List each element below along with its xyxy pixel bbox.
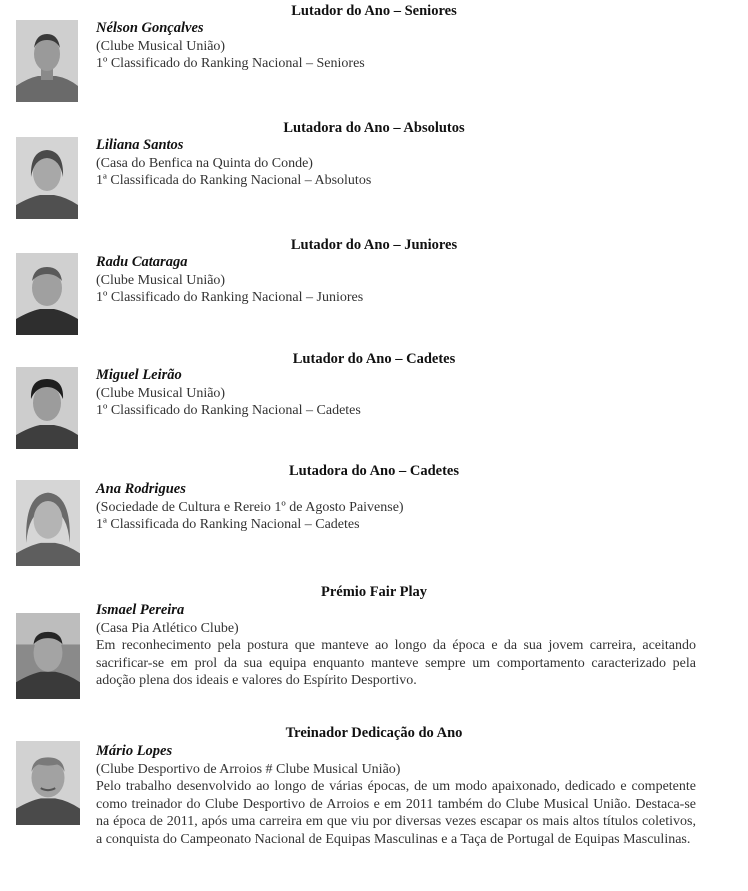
ranking-text: 1º Classificado do Ranking Nacional – Seniores [96,56,365,71]
athlete-name: Miguel Leirão [96,367,182,383]
athlete-name: Radu Cataraga [96,254,188,270]
award-title-cadetes-female: Lutadora do Ano – Cadetes [289,463,459,479]
athlete-name: Liliana Santos [96,137,184,153]
club-name: (Clube Musical União) [96,272,226,288]
athlete-name: Nélson Gonçalves [96,20,204,36]
award-description: Em reconhecimento pela postura que manteve ao longo da época e da sua jovem carreira, aceitando sacrificar-se em prol da sua equipa enquanto manteve sempre um comportamento caracterizado pela adoção plena dos ideais e valores do Espírito Desportivo. [96,638,696,688]
club-name: (Casa do Benfica na Quinta do Conde) [96,155,313,171]
portrait-photo-mario-lopes [16,741,80,825]
coach-name: Mário Lopes [96,743,173,759]
award-title-absolutos: Lutadora do Ano – Absolutos [283,120,465,136]
ranking-text: 1ª Classificada do Ranking Nacional – Absolutos [96,173,372,188]
award-title-seniores: Lutador do Ano – Seniores [291,3,457,19]
portrait-photo-radu-cataraga [16,253,78,335]
ranking-text: 1º Classificado do Ranking Nacional – Cadetes [96,403,361,418]
award-description: Pelo trabalho desenvolvido ao longo de várias épocas, de um modo apaixonado, dedicado e competente como treinador do Clube Desportivo de Arroios e em 2011 também do Clube Musical União. Destaca-se na época de 2011, após uma carreira em que viu por diversas vezes escapar os mais altos títulos coletivos, a conquista do Campeonato Nacional de Equipas Masculinas e a Taça de Portugal de Equipas Masculinas. [96,779,696,847]
portrait-photo-ana-rodrigues [16,480,80,566]
award-title-treinador: Treinador Dedicação do Ano [285,725,463,741]
award-title-cadetes: Lutador do Ano – Cadetes [292,351,456,367]
portrait-photo-liliana-santos [16,137,78,219]
portrait-photo-nelson-goncalves [16,20,78,102]
athlete-name: Ismael Pereira [96,602,185,618]
athlete-name: Ana Rodrigues [96,481,186,497]
club-name: (Casa Pia Atlético Clube) [96,620,239,636]
club-name: (Sociedade de Cultura e Rereio 1º de Agosto Paivense) [96,499,404,515]
award-title-juniores: Lutador do Ano – Juniores [290,237,458,253]
portrait-photo-ismael-pereira [16,613,80,699]
club-name: (Clube Musical União) [96,38,226,54]
club-name: (Clube Desportivo de Arroios # Clube Musical União) [96,761,401,777]
award-title-fair-play: Prémio Fair Play [320,584,428,600]
ranking-text: 1ª Classificada do Ranking Nacional – Cadetes [96,517,360,532]
ranking-text: 1º Classificado do Ranking Nacional – Juniores [96,290,364,305]
club-name: (Clube Musical União) [96,385,226,401]
portrait-photo-miguel-leirao [16,367,78,449]
